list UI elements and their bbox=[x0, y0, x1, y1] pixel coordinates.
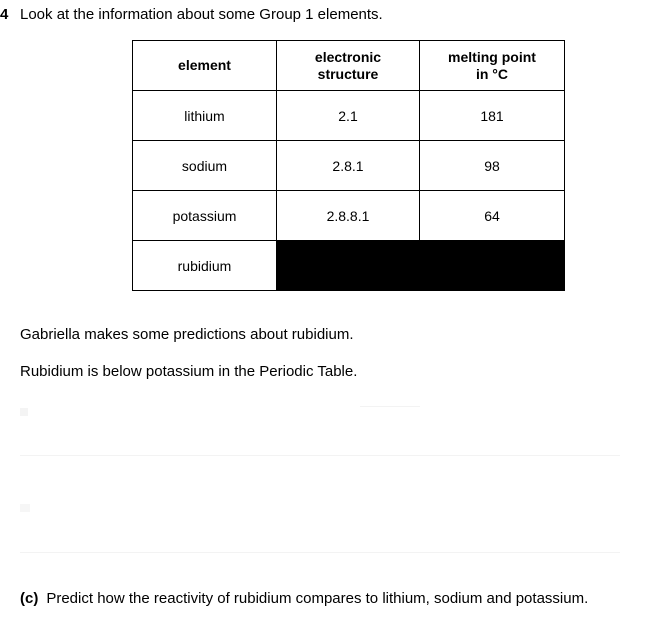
group1-elements-table bbox=[132, 40, 565, 291]
header-structure-line2: structure bbox=[317, 65, 379, 82]
cell-element: potassium bbox=[133, 191, 277, 241]
cell-structure: 2.1 bbox=[277, 91, 420, 141]
table-header-row bbox=[133, 41, 565, 91]
faint-mark bbox=[360, 406, 420, 407]
prediction-intro-text: Gabriella makes some predictions about rubidium. bbox=[20, 326, 354, 343]
cell-structure: 2.8.1 bbox=[277, 141, 420, 191]
header-element-label: element bbox=[178, 57, 231, 73]
header-mp-line2: in °C bbox=[475, 65, 509, 82]
cell-element: sodium bbox=[133, 141, 277, 191]
header-element bbox=[133, 41, 277, 91]
header-electronic-structure bbox=[277, 41, 420, 91]
table-row bbox=[133, 141, 565, 191]
table-row bbox=[133, 191, 565, 241]
redacted-cell bbox=[277, 241, 565, 291]
cell-melting-point: 98 bbox=[420, 141, 565, 191]
periodic-table-text: Rubidium is below potassium in the Periodic Table. bbox=[20, 363, 358, 380]
cell-structure: 2.8.8.1 bbox=[277, 191, 420, 241]
question-intro: Look at the information about some Group 1 elements. bbox=[20, 6, 383, 23]
part-c-question bbox=[20, 590, 588, 607]
header-melting-point bbox=[420, 41, 565, 91]
table-row bbox=[133, 241, 565, 291]
header-mp-line1: melting point bbox=[448, 48, 536, 65]
faint-mark bbox=[20, 408, 28, 416]
header-structure-line1: electronic bbox=[314, 48, 382, 65]
cell-element: lithium bbox=[133, 91, 277, 141]
part-c-label: (c) bbox=[20, 590, 39, 607]
cell-melting-point: 64 bbox=[420, 191, 565, 241]
table-row bbox=[133, 91, 565, 141]
faint-mark bbox=[20, 552, 620, 553]
part-c-text: Predict how the reactivity of rubidium compares to lithium, sodium and potassium. bbox=[46, 590, 589, 607]
cell-melting-point: 181 bbox=[420, 91, 565, 141]
faint-mark bbox=[20, 455, 620, 456]
faint-mark bbox=[20, 504, 30, 512]
cell-element: rubidium bbox=[133, 241, 277, 291]
question-number: 4 bbox=[0, 6, 9, 23]
